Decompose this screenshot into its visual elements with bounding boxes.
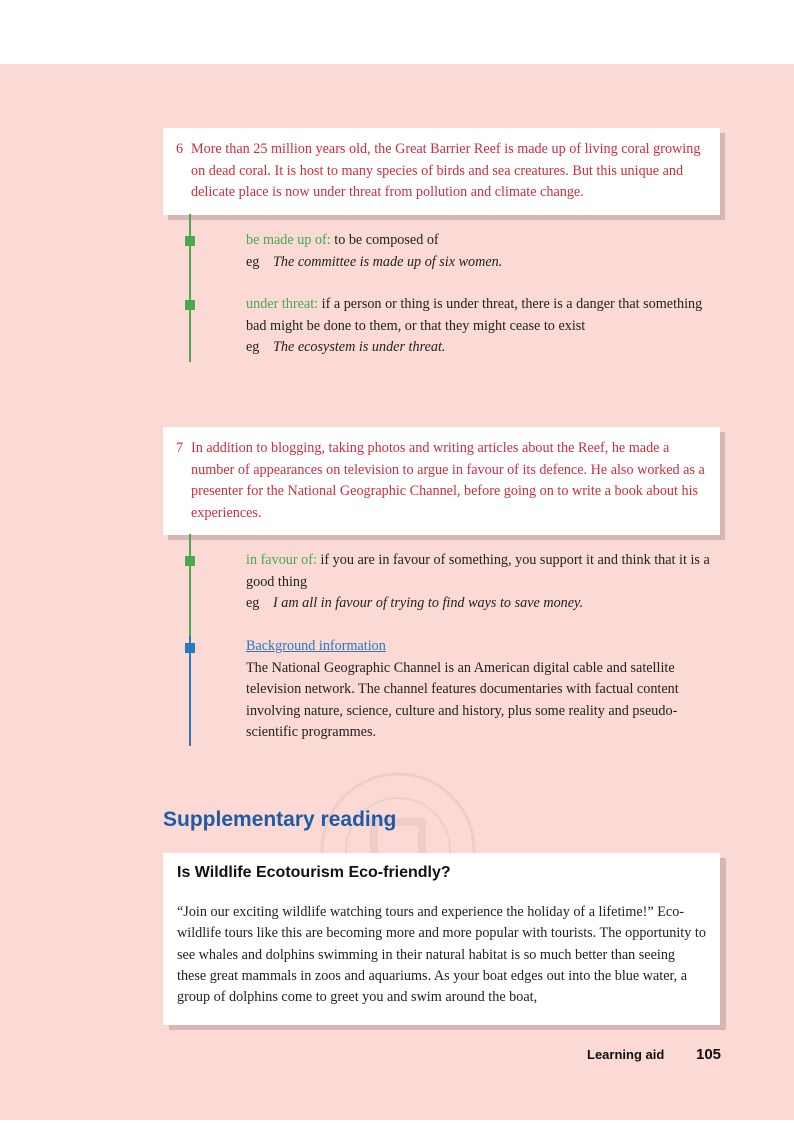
vocab-term: under threat: <box>246 296 319 312</box>
vocab-definition-text: to be composed of <box>330 232 439 248</box>
notes-connector-line <box>189 534 191 636</box>
vocab-definition <box>246 294 716 337</box>
vocab-note-in-favour-of <box>246 550 716 615</box>
note-bullet <box>185 300 195 310</box>
vocab-term: be made up of: <box>246 232 331 248</box>
eg-label: eg <box>246 253 260 270</box>
eg-label: eg <box>246 339 260 355</box>
section-title: Supplementary reading <box>163 808 397 831</box>
background-info-heading: Background information <box>246 638 386 654</box>
example-sentence: I am all in favour of trying to find ways to save money. <box>273 595 584 611</box>
background-info-text: The National Geographic Channel is an American digital cable and satellite television network. The channel features documentaries with factual content involving nature, science, culture and history, plus some reality and pseudo-scientific programmes. <box>246 659 679 740</box>
vocab-definition-text: if a person or thing is under threat, there is a danger that something bad might be done to them, or that they might cease to exist <box>246 296 703 334</box>
passage-number: 7 <box>176 440 184 456</box>
passage-text: In addition to blogging, taking photos and writing articles about the Reef, he made a number of appearances on television to argue in favour of its defence. He also worked as a presenter for the National Geographic Channel, before going on to write a book about his experiences. <box>191 440 705 521</box>
supplementary-reading-box <box>163 853 720 1025</box>
footer-section-label: Learning aid <box>587 1047 665 1062</box>
example-sentence: The ecosystem is under threat. <box>273 339 446 355</box>
passage-7-box <box>163 427 720 535</box>
page-number: 105 <box>696 1046 722 1063</box>
info-bullet <box>185 643 195 653</box>
background-info-note <box>246 636 716 744</box>
eg-label: eg <box>246 595 260 611</box>
article-body: “Join our exciting wildlife watching tours and experience the holiday of a lifetime!” Eco-wildlife tours like this are becoming more and more popular with tourists. The opportunity to see whales and dolphins swimming in their natural habitat is so much better than seeing these great mammals in zoos and aquariums. As your boat edges out into the blue water, a group of dolphins come to greet you and swim around the boat, <box>177 904 706 1006</box>
vocab-definition-text: if you are in favour of something, you support it and think that it is a good thing <box>246 552 710 590</box>
vocab-note-under-threat <box>246 294 716 359</box>
note-bullet <box>185 556 195 566</box>
passage-text: More than 25 million years old, the Great Barrier Reef is made up of living coral growing on dead coral. It is host to many species of birds and sea creatures. But this unique and delicate place is now under threat from pollution and climate change. <box>191 141 701 200</box>
vocab-example <box>246 252 716 274</box>
passage-6-box <box>163 128 720 215</box>
vocab-definition <box>246 550 716 593</box>
passage-number: 6 <box>176 141 184 157</box>
article-title: Is Wildlife Ecotourism Eco-friendly? <box>177 864 451 881</box>
vocab-example <box>246 593 716 615</box>
vocab-term: in favour of: <box>246 552 317 568</box>
vocab-definition <box>246 230 716 252</box>
vocab-note-made-up-of <box>246 230 716 273</box>
vocab-example <box>246 337 716 359</box>
note-bullet <box>185 236 195 246</box>
example-sentence: The committee is made up of six women. <box>273 253 503 270</box>
